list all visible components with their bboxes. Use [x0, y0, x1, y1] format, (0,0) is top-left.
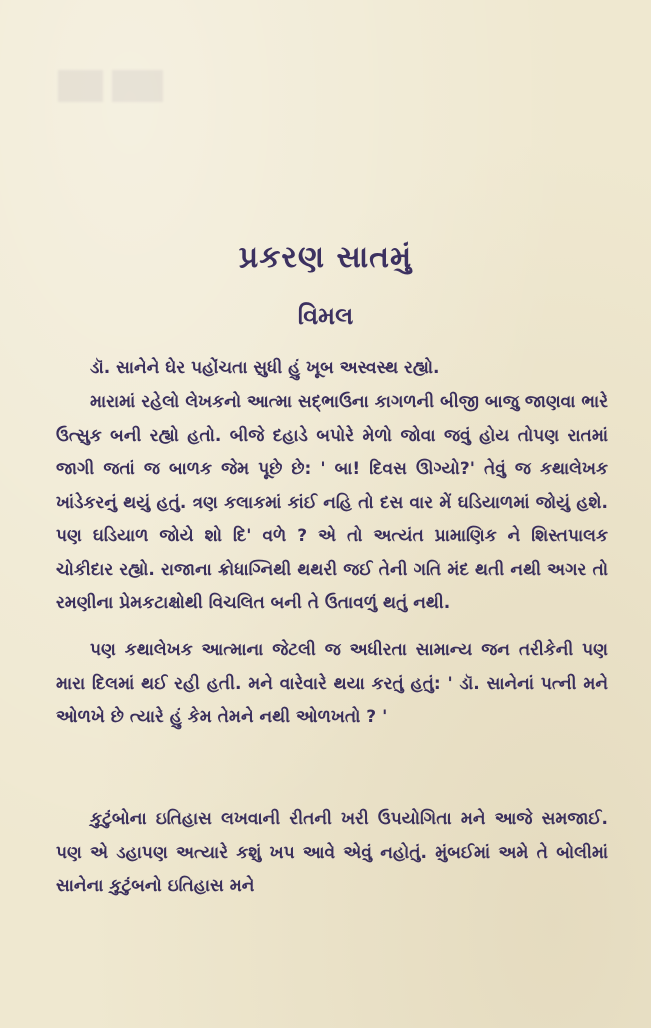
section-title: વિમલ: [297, 302, 354, 330]
paragraph-2: મારામાં રહેલો લેખકનો આત્મા સદ્ભાઉના કાગળની બીજી બાજુ જાણવા ભારે ઉત્સુક બની રહ્યો હતો. બીજે દહાડે બપોરે મેળો જોવા જવું હોય તોપણ રાતમાં જાગી જતાં જ બાળક જેમ પૂછે છે: ' બા! દિવસ ઊગ્યો?' તેવું જ કથાલેખક ખાંડેકરનું થયું હતું. ત્રણ કલાકમાં કાંઈ નહિ તો દસ વાર મેં ઘડિયાળમાં જોયું હશે. પણ ઘડિયાળ જોયે શો દિ' વળે ? એ તો અત્યંત પ્રામાણિક ને શિસ્તપાલક ચોકીદાર રહ્યો. રાજાના ક્રોધાગ્નિથી થથરી જઈ તેની ગતિ મંદ થતી નથી અગર તો રમણીના પ્રેમકટાક્ષોથી વિચલિત બની તે ઉતાવળું થતું નથી.: [56, 392, 608, 613]
paragraph-3: પણ કથાલેખક આત્માના જેટલી જ અધીરતા સામાન્ય જન તરીકેની પણ મારા દિલમાં થઈ રહી હતી. મને વારેવારે થયા કરતું હતું: ' ડૉ. સાનેનાં પત્ની મને ઓળખે છે ત્યારે હું કેમ તેમને નથી ઓળખતો ? ': [56, 640, 608, 727]
chapter-title: પ્રકરણ સાતમું: [238, 240, 413, 275]
paragraph-1: ડૉ. સાનેને ઘેર પહોંચતા સુધી હું ખૂબ અસ્વસ્થ રહ્યો.: [90, 358, 440, 378]
paragraph-4: કુટુંબોના ઇતિહાસ લખવાની રીતની ખરી ઉપયોગિતા મને આજે સમજાઈ. પણ એ ડહાપણ અત્યારે કશું ખપ આવે એવું નહોતું. મુંબઈમાં અમે તે બોલીમાં સાનેના કુટુંબનો ઇતિહાસ મને: [56, 809, 608, 896]
faint-bleedthrough-mark: [58, 70, 208, 102]
